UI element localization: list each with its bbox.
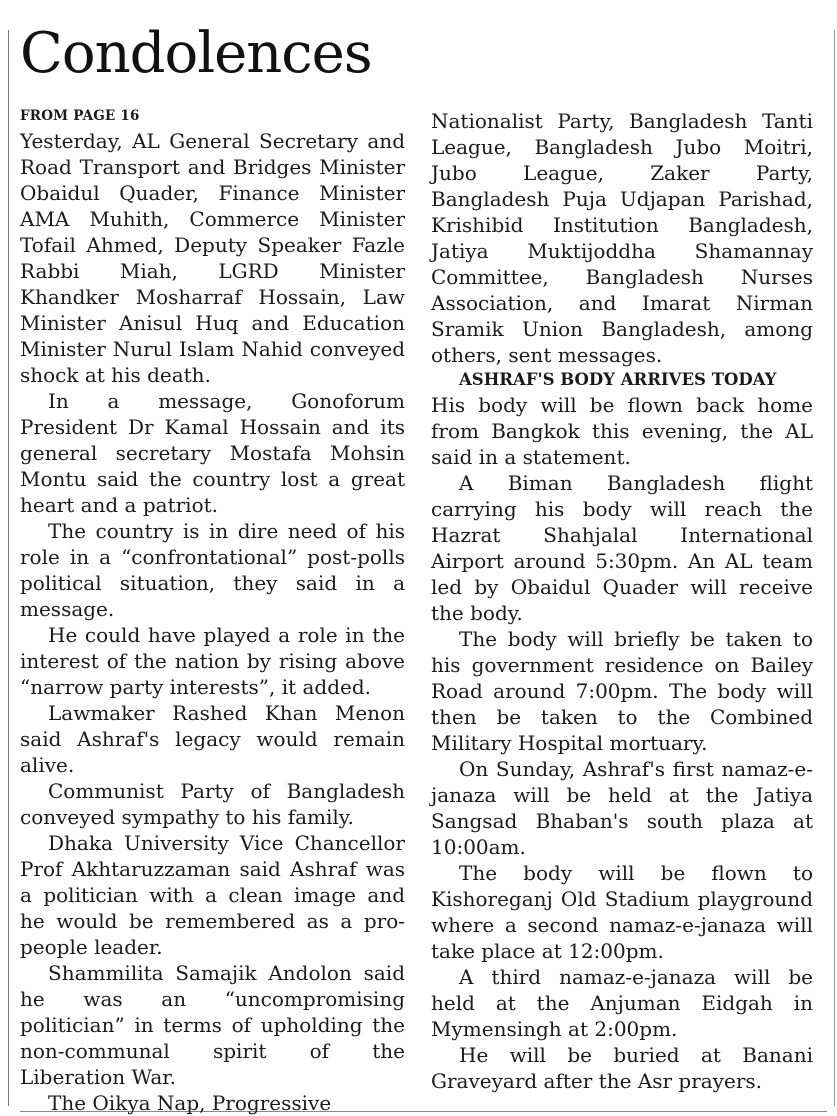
paragraph: In a message, Gonoforum President Dr Kamal Hossain and its general secretary Mostafa Mohsin Montu said the country lost a great heart and a patriot. (20, 389, 405, 517)
right-column (431, 108, 813, 1094)
paragraph: The body will briefly be taken to his government residence on Bailey Road around 7:00pm. The body will then be taken to the Combined Military Hospital mortuary. (431, 627, 813, 755)
paragraph: Dhaka University Vice Chancellor Prof Akhtaruzzaman said Ashraf was a politician with a clean image and he would be remembered as a pro-people leader. (20, 831, 405, 959)
continuation-kicker: FROM PAGE 16 (20, 108, 140, 124)
paragraph: Communist Party of Bangladesh conveyed sympathy to his family. (20, 779, 405, 829)
left-column-rule (8, 30, 9, 1106)
paragraph-continued: Nationalist Party, Bangladesh Tanti League, Bangladesh Jubo Moitri, Jubo League, Zaker Party, Bangladesh Puja Udjapan Parishad, Krishibid Institution Bangladesh, Jatiya Muktijoddha Shamannay Committee, Bangladesh Nurses Association, and Imarat Nirman Sramik Union Bangladesh, among others, sent messages. (431, 109, 813, 367)
left-column (20, 104, 405, 1116)
paragraph: His body will be flown back home from Bangkok this evening, the AL said in a statement. (431, 393, 813, 469)
paragraph: Yesterday, AL General Secretary and Road Transport and Bridges Minister Obaidul Quader, Finance Minister AMA Muhith, Commerce Minister Tofail Ahmed, Deputy Speaker Fazle Rabbi Miah, LGRD Minister Khandker Mosharraf Hossain, Law Minister Anisul Huq and Education Minister Nurul Islam Nahid conveyed shock at his death. (20, 129, 405, 387)
paragraph: Shammilita Samajik Andolon said he was an “uncompromising politician” in terms of upholding the non-communal spirit of the Liberation War. (20, 961, 405, 1089)
paragraph: A Biman Bangladesh flight carrying his body will reach the Hazrat Shahjalal International Airport around 5:30pm. An AL team led by Obaidul Quader will receive the body. (431, 471, 813, 625)
section-subhead: ASHRAF'S BODY ARRIVES TODAY (459, 370, 777, 389)
paragraph: The country is in dire need of his role in a “confrontational” post-polls political situation, they said in a message. (20, 519, 405, 621)
headline: Condolences (20, 21, 372, 86)
right-column-rule (834, 30, 835, 1106)
paragraph: The Oikya Nap, Progressive (48, 1091, 332, 1115)
paragraph: He could have played a role in the interest of the nation by rising above “narrow party interests”, it added. (20, 623, 405, 699)
paragraph: He will be buried at Banani Graveyard after the Asr prayers. (431, 1043, 813, 1093)
paragraph: A third namaz-e-janaza will be held at the Anjuman Eidgah in Mymensingh at 2:00pm. (431, 965, 813, 1041)
paragraph: On Sunday, Ashraf's first namaz-e-janaza will be held at the Jatiya Sangsad Bhaban's south plaza at 10:00am. (431, 757, 813, 859)
paragraph: The body will be flown to Kishoreganj Old Stadium playground where a second namaz-e-janaza will take place at 12:00pm. (431, 861, 813, 963)
paragraph: Lawmaker Rashed Khan Menon said Ashraf's legacy would remain alive. (20, 701, 405, 777)
